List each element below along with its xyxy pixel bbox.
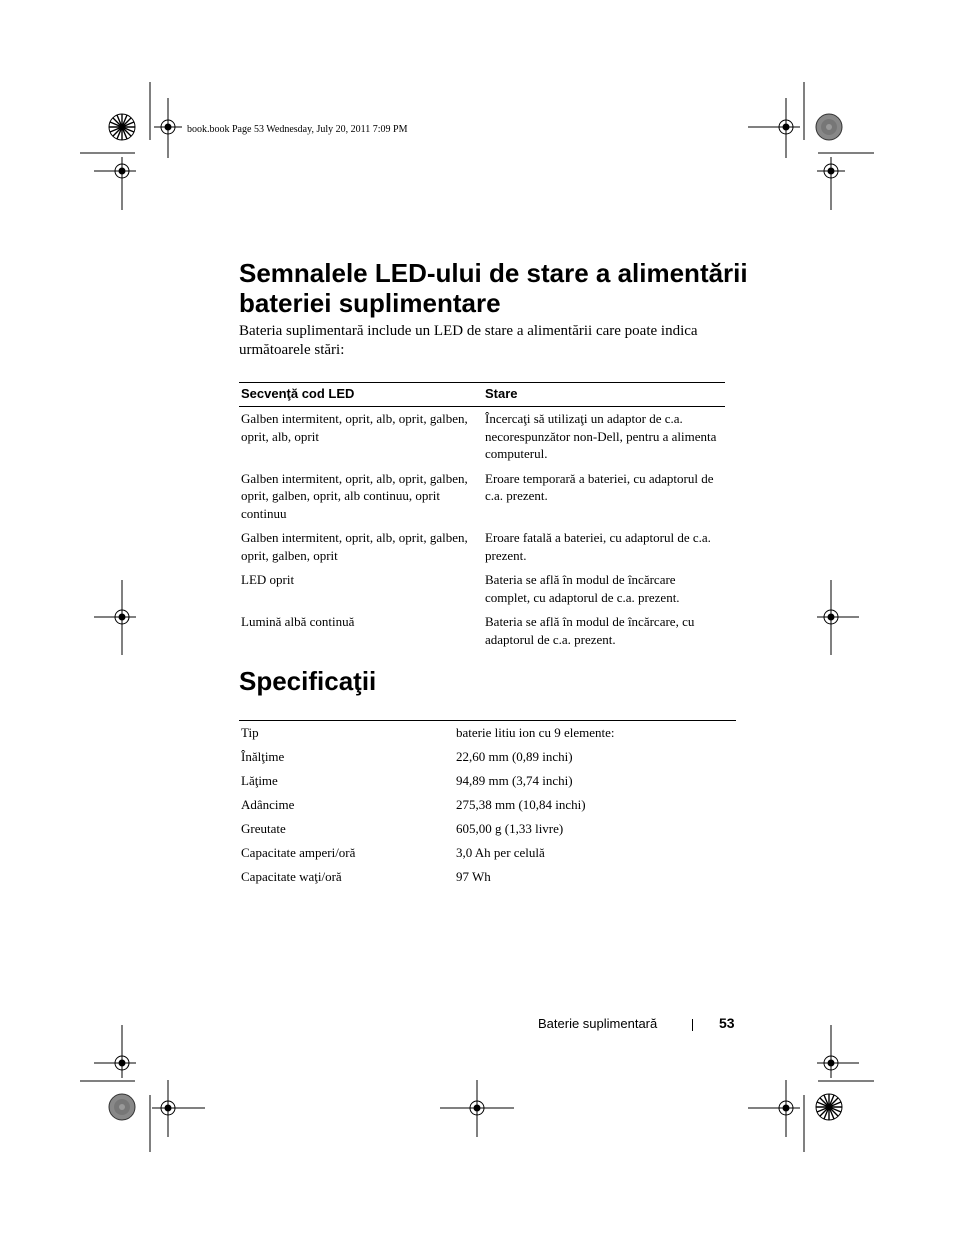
table-row <box>239 793 736 817</box>
section-title-specifications: Specificaţii <box>239 666 377 696</box>
spec-value: 94,89 mm (3,74 inchi) <box>456 773 573 788</box>
specifications-table <box>239 720 736 889</box>
table-row <box>239 865 736 889</box>
section-title-led-status: Semnalele LED-ului de stare a alimentării bateriei suplimentare <box>239 258 748 318</box>
status-cell: Bateria se află în modul de încărcare, cu adaptorul de c.a. prezent. <box>485 614 695 647</box>
spec-value: 275,38 mm (10,84 inchi) <box>456 797 586 812</box>
spec-value: baterie litiu ion cu 9 elemente: <box>456 725 615 740</box>
table-row <box>239 407 725 467</box>
status-cell: Bateria se află în modul de încărcare complet, cu adaptorul de c.a. prezent. <box>485 572 680 605</box>
spec-label: Înălţime <box>241 749 285 764</box>
page-number: 53 <box>719 1015 735 1031</box>
table-header-row <box>239 383 725 407</box>
spec-label: Adâncime <box>241 797 295 812</box>
spec-label: Capacitate amperi/oră <box>241 845 356 860</box>
spec-label: Lăţime <box>241 773 278 788</box>
spec-label: Tip <box>241 725 259 740</box>
led-status-table <box>239 382 725 652</box>
table-row <box>239 841 736 865</box>
spec-label: Capacitate waţi/oră <box>241 869 342 884</box>
table-row <box>239 745 736 769</box>
spec-value: 3,0 Ah per celulă <box>456 845 545 860</box>
led-code-cell: Galben intermitent, oprit, alb, oprit, galben, oprit, galben, oprit, alb continuu, oprit continuu <box>241 470 468 521</box>
table-row <box>239 526 725 568</box>
spec-value: 22,60 mm (0,89 inchi) <box>456 749 573 764</box>
column-header-status: Stare <box>483 383 725 407</box>
table-row <box>239 721 736 746</box>
spec-label: Greutate <box>241 821 286 836</box>
table-row <box>239 568 725 610</box>
led-code-cell: Galben intermitent, oprit, alb, oprit, galben, oprit, galben, oprit <box>241 530 468 563</box>
table-row <box>239 610 725 652</box>
table-row <box>239 817 736 841</box>
led-code-cell: LED oprit <box>241 572 295 587</box>
table-row <box>239 467 725 527</box>
column-header-led-code: Secvenţă cod LED <box>239 383 483 407</box>
print-header-info: book.book Page 53 Wednesday, July 20, 2011 7:09 PM <box>187 124 408 135</box>
spec-value: 605,00 g (1,33 livre) <box>456 821 564 836</box>
footer-chapter-label: Baterie suplimentară <box>538 1016 658 1031</box>
status-cell: Eroare temporară a bateriei, cu adaptorul de c.a. prezent. <box>485 470 714 503</box>
status-cell: Eroare fatală a bateriei, cu adaptorul de c.a. prezent. <box>485 530 711 563</box>
led-code-cell: Lumină albă continuă <box>241 614 355 629</box>
footer-separator <box>692 1019 693 1031</box>
intro-paragraph: Bateria suplimentară include un LED de stare a alimentării care poate indica următoarele stări: <box>239 323 698 358</box>
spec-value: 97 Wh <box>456 869 491 884</box>
status-cell: Încercaţi să utilizaţi un adaptor de c.a. necorespunzător non-Dell, pentru a alimenta computerul. <box>485 411 717 461</box>
led-code-cell: Galben intermitent, oprit, alb, oprit, galben, oprit, alb, oprit <box>241 411 468 444</box>
table-row <box>239 769 736 793</box>
